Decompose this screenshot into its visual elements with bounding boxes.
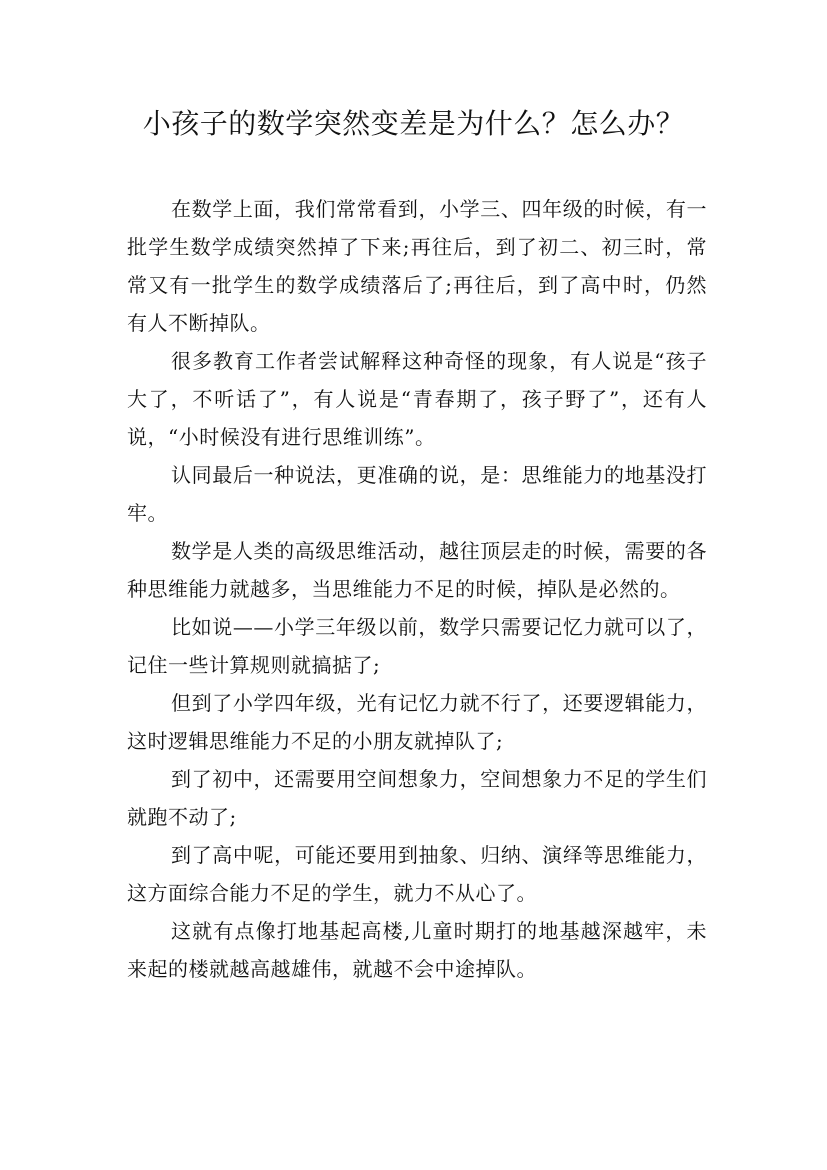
paragraph-7: 到了初中，还需要用空间想象力，空间想象力不足的学生们就跑不动了;: [127, 767, 707, 829]
document-title: 小孩子的数学突然变差是为什么？怎么办？: [142, 107, 685, 140]
paragraph-4: 数学是人类的高级思维活动，越往顶层走的时候，需要的各种思维能力就越多，当思维能力不足的时候，掉队是必然的。: [127, 539, 707, 601]
paragraph-1: 在数学上面，我们常常看到，小学三、四年级的时候，有一批学生数学成绩突然掉了下来;再往后，到了初二、初三时，常常又有一批学生的数学成绩落后了;再往后，到了高中时，仍然有人不断掉队。: [127, 197, 707, 335]
paragraph-8: 到了高中呢，可能还要用到抽象、归纳、演绎等思维能力，这方面综合能力不足的学生，就力不从心了。: [127, 843, 707, 905]
paragraph-6: 但到了小学四年级，光有记忆力就不行了，还要逻辑能力，这时逻辑思维能力不足的小朋友就掉队了;: [127, 691, 707, 753]
paragraph-2: 很多教育工作者尝试解释这种奇怪的现象，有人说是“孩子大了，不听话了”，有人说是“青春期了，孩子野了”，还有人说，“小时候没有进行思维训练”。: [127, 349, 707, 449]
paragraph-3: 认同最后一种说法，更准确的说，是：思维能力的地基没打牢。: [127, 463, 707, 525]
document-body: [127, 190, 707, 988]
paragraph-5: 比如说——小学三年级以前，数学只需要记忆力就可以了，记住一些计算规则就搞掂了;: [127, 615, 707, 677]
paragraph-9: 这就有点像打地基起高楼,儿童时期打的地基越深越牢，未来起的楼就越高越雄伟，就越不会中途掉队。: [127, 919, 707, 981]
